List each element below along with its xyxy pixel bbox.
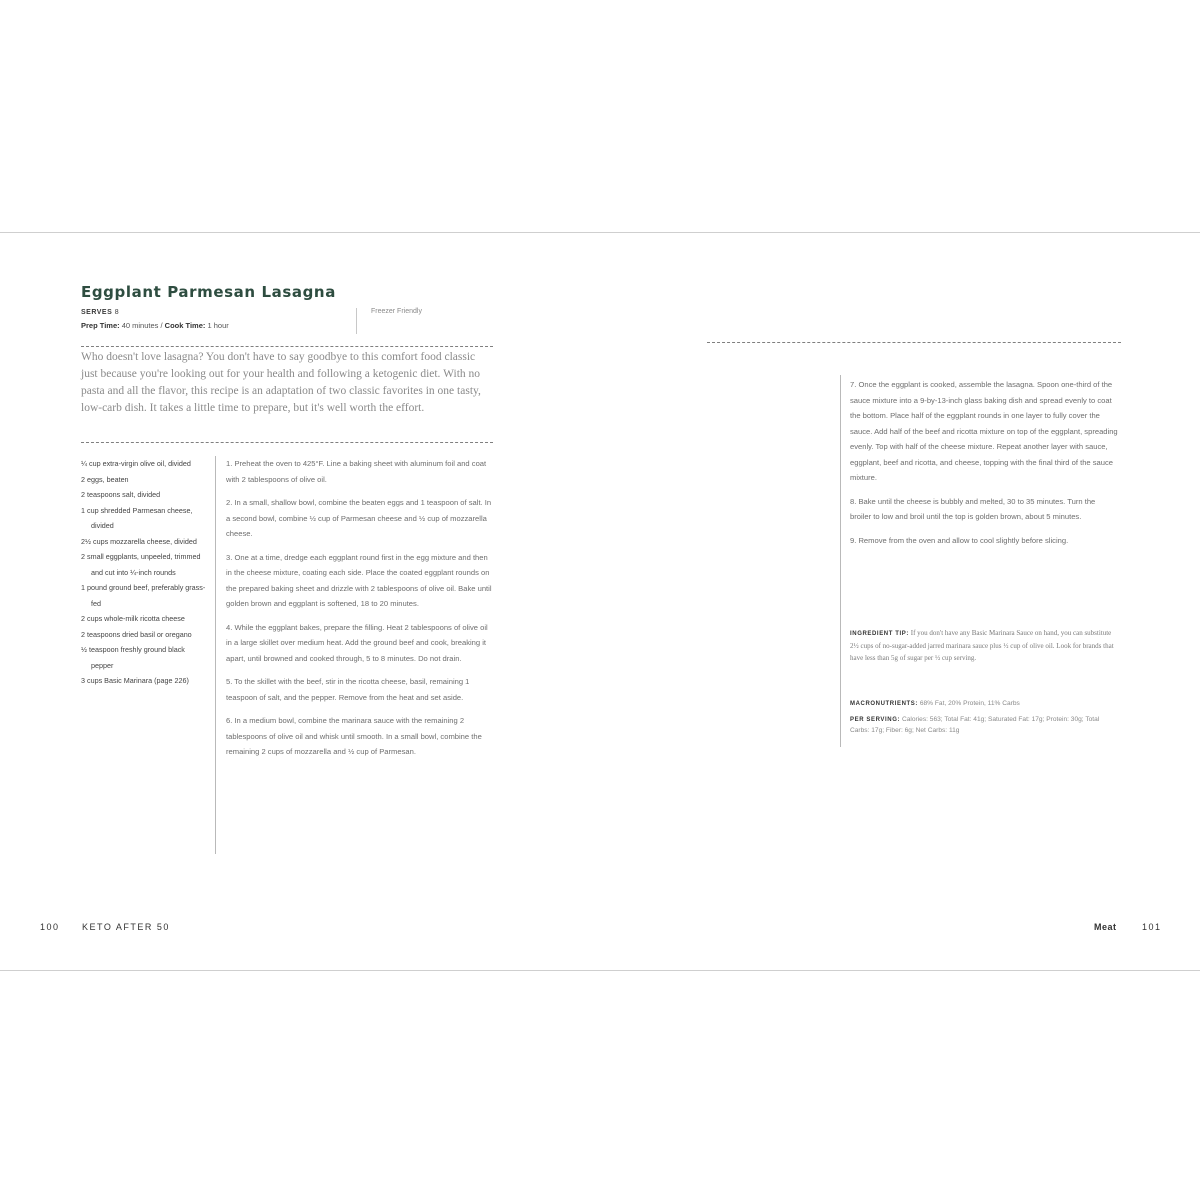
book-title-footer: KETO AFTER 50 (82, 922, 170, 932)
ingredient-column-rule (215, 456, 216, 854)
step-item: 8. Bake until the cheese is bubbly and melted, 30 to 35 minutes. Turn the broiler to low and broil until the top is golden brown, about 5 minutes. (850, 496, 1096, 521)
per-serving (850, 715, 1118, 736)
time-line: Prep Time: 40 minutes / Cook Time: 1 hour (81, 321, 229, 330)
diet-tag: Freezer Friendly (371, 308, 422, 315)
step-item: 3. One at a time, dredge each eggplant round first in the egg mixture and then in the cheese mixture, coating each side. Place the coated eggplant rounds on the prepared baking sheet and drizzle with 2 tablespoons of olive oil. Bake until golden brown and eggplant is softened, 18 to 20 minutes. (226, 552, 492, 608)
recipe-title: Eggplant Parmesan Lasagna (81, 283, 336, 301)
steps-left-column (226, 456, 494, 768)
step-item: 4. While the eggplant bakes, prepare the filling. Heat 2 tablespoons of olive oil in a large skillet over medium heat. Add the ground beef and cook, breaking it apart, until browned and cooked through, 5 to 8 minutes. Do not drain. (226, 622, 488, 663)
header-divider (356, 308, 357, 334)
serves-line (81, 309, 119, 316)
cook-label: Cook Time: (164, 321, 206, 330)
ingredient-item: 3 cups Basic Marinara (page 226) (81, 676, 189, 685)
prep-value: 40 minutes (121, 321, 159, 330)
ingredient-item: 2 small eggplants, unpeeled, trimmed and cut into ¼-inch rounds (81, 552, 201, 577)
per-serving-label: PER SERVING: (850, 717, 901, 723)
ingredient-item: 2 eggs, beaten (81, 474, 129, 484)
intro-top-rule (81, 346, 493, 347)
macros-label: MACRONUTRIENTS: (850, 701, 918, 707)
ingredient-tip (850, 627, 1118, 664)
ingredient-item: 1 pound ground beef, preferably grass-fed (81, 583, 206, 608)
section-footer: Meat (1094, 922, 1117, 932)
tip-text: If you don't have any Basic Marinara Sauce on hand, you can substitute 2½ cups of no-sugar-added jarred marinara sauce plus ½ cup of olive oil. Look for brands that have less than 5g of sugar per ½ cup serving. (850, 629, 1114, 662)
step-item: 6. In a medium bowl, combine the marinara sauce with the remaining 2 tablespoons of olive oil and whisk until smooth. In a small bowl, combine the remaining 2 cups of mozzarella and ½ cup of Parmesan. (226, 716, 482, 756)
step-item: 5. To the skillet with the beef, stir in the ricotta cheese, basil, remaining 1 teaspoon of salt, and the pepper. Remove from the heat and set aside. (226, 677, 470, 702)
ingredient-item: 2½ cups mozzarella cheese, divided (81, 536, 197, 546)
ingredient-item: 1 cup shredded Parmesan cheese, divided (81, 505, 193, 530)
right-page-rule (707, 342, 1121, 343)
steps-right-column (850, 377, 1118, 556)
step-item: 7. Once the eggplant is cooked, assemble the lasagna. Spoon one-third of the sauce mixture into a 9-by-13-inch glass baking dish and spread evenly to coat the bottom. Place half of the eggplant rounds in one layer to fully cover the sauce. Add half of the beef and ricotta mixture on top of the eggplant, spreading evenly. Top with half of the cheese mixture. Repeat another layer with sauce, eggplant, beef and ricotta, and cheese, topping with the final third of the sauce mixture. (850, 380, 1118, 482)
step-item: 1. Preheat the oven to 425°F. Line a baking sheet with aluminum foil and coat with 2 tablespoons of olive oil. (226, 459, 487, 484)
ingredient-list (81, 456, 209, 689)
ingredient-item: ¼ cup extra-virgin olive oil, divided (81, 459, 191, 468)
right-page-number: 101 (1142, 922, 1162, 932)
tip-label: INGREDIENT TIP: (850, 631, 910, 637)
macros-text: 68% Fat, 20% Protein, 11% Carbs (919, 700, 1020, 707)
ingredient-item: 2 cups whole-milk ricotta cheese (81, 614, 185, 623)
right-column-rule (840, 375, 841, 747)
prep-label: Prep Time: (81, 321, 120, 330)
ingredient-item: 2 teaspoons salt, divided (81, 490, 161, 499)
recipe-intro: Who doesn't love lasagna? You don't have to say goodbye to this comfort food classic just because you're looking out for your health and following a ketogenic diet. With no pasta and all the flavor, this recipe is an adaptation of two classic favorites in one tasty, low-carb dish. It takes a little time to prepare, but it's well worth the effort. (81, 351, 481, 414)
ingredient-item: 2 teaspoons dried basil or oregano (81, 629, 192, 639)
ingredient-item: ½ teaspoon freshly ground black pepper (81, 645, 185, 670)
step-item: 2. In a small, shallow bowl, combine the beaten eggs and 1 teaspoon of salt. In a second bowl, combine ½ cup of Parmesan cheese and ½ cup of mozzarella cheese. (226, 498, 492, 538)
left-page-number: 100 (40, 922, 60, 932)
step-item: 9. Remove from the oven and allow to cool slightly before slicing. (850, 535, 1069, 545)
serves-label: SERVES (81, 309, 113, 316)
per-serving-text: Calories: 563; Total Fat: 41g; Saturated Fat: 17g; Protein: 30g; Total Carbs: 17g; Fiber: 6g; Net Carbs: 11g (850, 716, 1100, 734)
intro-bottom-rule (81, 442, 493, 443)
cook-value: 1 hour (207, 321, 229, 330)
macronutrients (850, 699, 1118, 710)
serves-value: 8 (114, 309, 120, 316)
